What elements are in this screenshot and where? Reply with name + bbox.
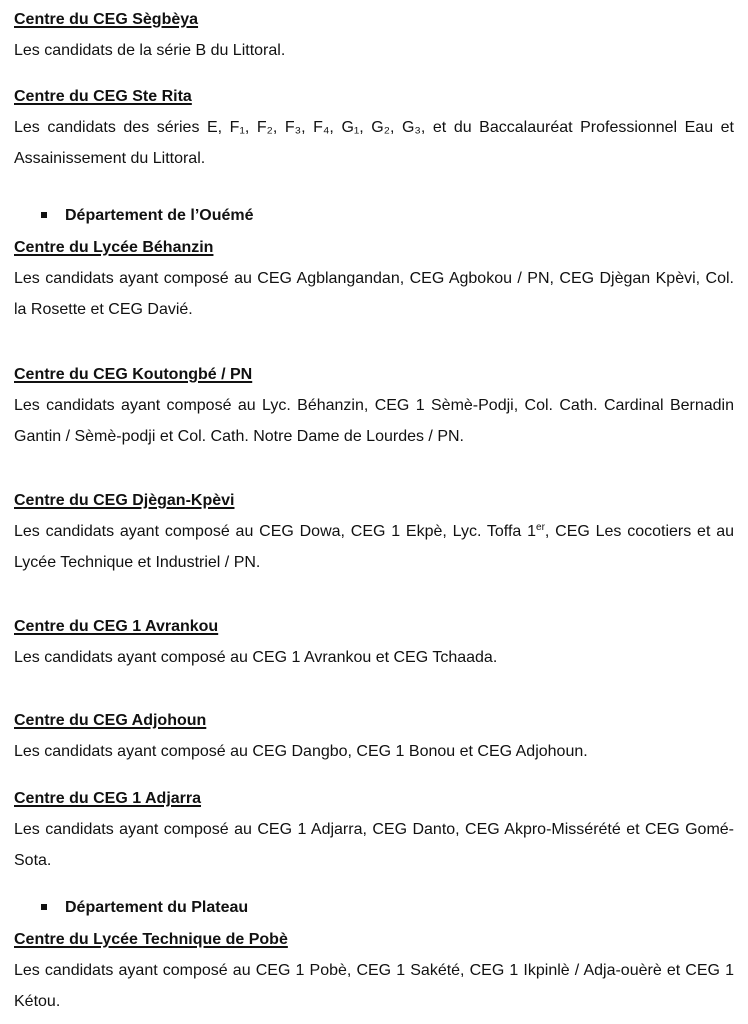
centre-block	[14, 359, 734, 452]
centre-heading: Centre du Lycée Béhanzin	[14, 239, 214, 256]
square-bullet-icon	[41, 904, 47, 910]
centre-block	[14, 783, 734, 876]
centre-heading: Centre du CEG Adjohoun	[14, 712, 207, 729]
centre-block	[14, 611, 734, 673]
centre-description: Les candidats ayant composé au CEG Agblangandan, CEG Agbokou / PN, CEG Djègan Kpèvi, Col. la Rosette et CEG Davié.	[14, 270, 734, 318]
centre-description: Les candidats ayant composé au CEG 1 Pobè, CEG 1 Sakété, CEG 1 Ikpinlè / Adja-ouèrè et CEG 1 Kétou.	[14, 962, 734, 1010]
centre-description	[14, 516, 734, 578]
description-text: Les candidats ayant composé au CEG Dowa, CEG 1 Ekpè, Lyc. Toffa 1	[14, 523, 537, 540]
centre-description: Les candidats ayant composé au Lyc. Béhanzin, CEG 1 Sèmè-Podji, Col. Cath. Cardinal Bernadin Gantin / Sèmè-podji et Col. Cath. Notre Dame de Lourdes / PN.	[14, 397, 734, 445]
centre-heading: Centre du CEG Sègbèya	[14, 11, 199, 28]
square-bullet-icon	[41, 212, 47, 218]
centre-heading: Centre du CEG 1 Avrankou	[14, 618, 219, 635]
centre-description: Les candidats des séries E, F₁, F₂, F₃, F₄, G₁, G₂, G₃, et du Baccalauréat Professionnel Eau et Assainissement du Littoral.	[14, 119, 734, 167]
centre-heading: Centre du CEG 1 Adjarra	[14, 790, 202, 807]
centre-block	[14, 485, 734, 578]
centre-block	[14, 81, 734, 174]
centre-block	[14, 705, 734, 767]
centre-description: Les candidats de la série B du Littoral.	[14, 42, 286, 59]
department-heading	[14, 892, 734, 923]
department-label: Département du Plateau	[65, 899, 249, 916]
description-text: , CEG Les cocotiers et au Lycée Technique et Industriel / PN.	[14, 523, 734, 571]
centre-description: Les candidats ayant composé au CEG 1 Adjarra, CEG Danto, CEG Akpro-Missérété et CEG Gomé-Sota.	[14, 821, 734, 869]
centre-heading: Centre du Lycée Technique de Pobè	[14, 931, 288, 948]
centre-block	[14, 4, 734, 66]
centre-heading: Centre du CEG Koutongbé / PN	[14, 366, 253, 383]
centre-description: Les candidats ayant composé au CEG Dangbo, CEG 1 Bonou et CEG Adjohoun.	[14, 743, 588, 760]
centre-block	[14, 232, 734, 325]
centre-heading: Centre du CEG Djègan-Kpèvi	[14, 492, 235, 509]
centre-block	[14, 924, 734, 1017]
centre-description: Les candidats ayant composé au CEG 1 Avrankou et CEG Tchaada.	[14, 649, 498, 666]
centre-heading: Centre du CEG Ste Rita	[14, 88, 192, 105]
ordinal-superscript: er	[536, 522, 545, 533]
department-heading	[14, 200, 734, 231]
department-label: Département de l’Ouémé	[65, 207, 254, 224]
